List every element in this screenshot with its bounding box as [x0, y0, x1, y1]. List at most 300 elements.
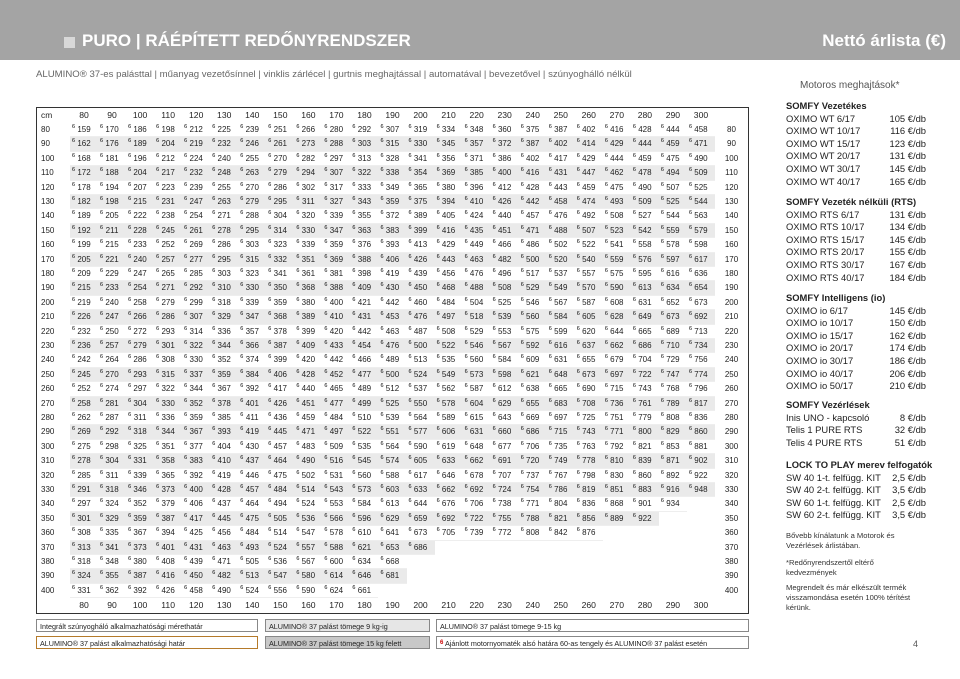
- price-cell: [210, 224, 238, 238]
- price-value: 550: [413, 398, 428, 408]
- price-value: 334: [441, 125, 456, 134]
- price-value: 772: [497, 528, 512, 538]
- width-footer: 150: [273, 600, 288, 611]
- torque-mark: 6: [604, 440, 608, 447]
- price-value: 293: [133, 369, 147, 379]
- price-value: 416: [441, 225, 456, 235]
- torque-mark: 6: [380, 527, 384, 534]
- torque-mark: 6: [408, 210, 412, 217]
- price-cell: [519, 339, 547, 353]
- torque-mark: 6: [408, 484, 412, 490]
- price-value: 318: [105, 485, 119, 494]
- price-value: 523: [610, 225, 624, 235]
- torque-mark: 6: [128, 455, 132, 462]
- price-value: 343: [357, 197, 372, 206]
- price-value: 435: [469, 225, 484, 235]
- price-value: 270: [245, 182, 259, 192]
- torque-mark: 6: [268, 354, 272, 361]
- torque-mark: 6: [156, 541, 160, 548]
- price-cell: [266, 166, 294, 180]
- price-cell: [491, 166, 519, 180]
- price-value: 374: [245, 355, 259, 365]
- price-value: 205: [77, 254, 91, 264]
- torque-mark: 6: [492, 354, 496, 361]
- torque-mark: 6: [688, 440, 693, 447]
- price-value: 457: [273, 441, 287, 451]
- price-cell: [547, 181, 575, 195]
- price-cell: [154, 224, 182, 238]
- price-value: 540: [582, 254, 596, 264]
- torque-mark: 6: [492, 498, 496, 505]
- product-price: 155 €/db: [889, 246, 926, 258]
- price-cell: [659, 483, 687, 497]
- torque-mark: 6: [100, 325, 104, 332]
- price-cell: [350, 569, 378, 583]
- price-value: 692: [441, 513, 456, 523]
- price-value: 355: [357, 211, 372, 221]
- price-cell: [519, 411, 547, 425]
- torque-mark: 6: [492, 210, 496, 217]
- price-value: 494: [666, 168, 680, 178]
- height-label: 150: [41, 225, 55, 235]
- torque-mark: 6: [156, 354, 160, 361]
- price-value: 735: [554, 441, 568, 451]
- height-label: 400: [41, 585, 55, 595]
- width-header: 240: [525, 110, 540, 120]
- price-value: 349: [385, 182, 400, 192]
- price-value: 385: [217, 413, 231, 422]
- torque-mark: 6: [380, 455, 384, 462]
- price-cell: [238, 123, 266, 137]
- price-value: 199: [77, 240, 91, 250]
- price-cell: [182, 152, 210, 166]
- price-value: 743: [582, 427, 596, 437]
- torque-mark: 6: [240, 383, 244, 390]
- torque-mark: 6: [240, 196, 244, 202]
- price-cell: [126, 411, 154, 425]
- price-cell: [266, 238, 294, 252]
- price-cell: [687, 483, 715, 497]
- torque-mark: 6: [492, 152, 496, 159]
- price-cell: [687, 310, 715, 324]
- price-cell: [547, 497, 575, 511]
- torque-mark: 6: [100, 455, 104, 462]
- price-cell: [266, 181, 294, 195]
- price-cell: [491, 123, 519, 137]
- torque-mark: 6: [156, 527, 160, 534]
- price-cell: [575, 166, 603, 180]
- price-cell: [519, 123, 547, 137]
- torque-mark: 6: [436, 282, 440, 289]
- price-cell: [238, 339, 266, 353]
- torque-mark: 6: [548, 368, 552, 375]
- torque-mark: 6: [520, 138, 524, 145]
- price-value: 336: [161, 413, 175, 422]
- torque-mark: 6: [660, 224, 664, 231]
- torque-mark: 6: [548, 527, 552, 534]
- price-cell: [322, 440, 350, 454]
- width-footer: 240: [525, 600, 540, 611]
- price-cell: [491, 483, 519, 497]
- torque-mark: 6: [100, 584, 104, 591]
- torque-mark: 6: [324, 383, 328, 390]
- price-cell: [350, 137, 378, 151]
- torque-mark: 6: [268, 340, 272, 346]
- price-value: 739: [469, 528, 484, 538]
- torque-mark: 6: [268, 239, 272, 246]
- price-value: 575: [610, 269, 624, 278]
- torque-mark: 6: [632, 210, 636, 217]
- torque-mark: 6: [464, 138, 468, 145]
- product-price: 206 €/db: [889, 367, 926, 379]
- price-cell: [435, 512, 463, 526]
- height-label-right: 230: [724, 341, 739, 350]
- torque-mark: 6: [100, 412, 104, 418]
- torque-mark: 6: [268, 181, 272, 188]
- torque-mark: 6: [408, 268, 412, 274]
- price-cell: [210, 152, 238, 166]
- torque-mark: 6: [240, 570, 244, 577]
- price-value: 587: [469, 384, 484, 394]
- torque-mark: 6: [352, 541, 356, 548]
- price-value: 240: [133, 254, 147, 264]
- price-value: 508: [497, 283, 512, 293]
- price-value: 452: [329, 369, 344, 379]
- torque-mark: 6: [156, 512, 160, 519]
- price-cell: [294, 526, 322, 540]
- price-value: 304: [133, 398, 147, 408]
- price-value: 564: [385, 441, 400, 451]
- torque-mark: 6: [548, 426, 552, 433]
- torque-mark: 6: [436, 383, 440, 390]
- price-value: 392: [245, 384, 259, 394]
- torque-mark: 6: [688, 325, 693, 332]
- price-value: 168: [77, 153, 91, 163]
- price-cell: [603, 166, 631, 180]
- torque-mark: 6: [548, 196, 552, 202]
- price-value: 324: [77, 571, 91, 581]
- torque-mark: 6: [268, 383, 272, 390]
- torque-mark: 6: [380, 196, 384, 202]
- price-value: 286: [273, 182, 287, 192]
- price-value: 673: [582, 369, 596, 379]
- torque-mark: 6: [632, 296, 636, 303]
- torque-mark: 6: [576, 354, 580, 361]
- torque-mark: 6: [324, 484, 328, 490]
- torque-mark: 6: [660, 368, 664, 375]
- price-cell: [687, 152, 715, 166]
- price-value: 416: [610, 125, 624, 134]
- price-value: 510: [357, 413, 372, 422]
- torque-mark: 6: [156, 325, 160, 332]
- price-cell: [350, 368, 378, 382]
- height-label-right: 360: [724, 528, 739, 538]
- torque-mark: 6: [464, 455, 468, 462]
- torque-mark: 6: [632, 469, 636, 476]
- price-cell: [266, 440, 294, 454]
- price-value: 788: [526, 513, 540, 523]
- side-wired-title: SOMFY Vezetékes: [786, 100, 867, 111]
- torque-mark: 6: [576, 311, 580, 318]
- price-cell: [603, 209, 631, 223]
- torque-mark: 6: [408, 397, 412, 404]
- price-value: 648: [554, 369, 568, 379]
- price-value: 330: [413, 139, 428, 149]
- product-price: 184 €/db: [889, 271, 926, 283]
- product-name: OXIMO RTS 6/17: [786, 208, 860, 220]
- price-cell: [154, 569, 182, 583]
- torque-mark: 6: [72, 181, 76, 188]
- torque-mark: 6: [268, 325, 272, 332]
- torque-mark: 6: [660, 383, 664, 390]
- price-value: 328: [385, 153, 400, 163]
- torque-mark: 6: [408, 152, 412, 159]
- torque-mark: 6: [352, 584, 356, 591]
- product-price: 165 €/db: [889, 175, 926, 187]
- torque-mark: 6: [520, 527, 524, 534]
- torque-mark: 6: [380, 152, 384, 159]
- price-value: 708: [582, 398, 596, 408]
- price-value: 362: [105, 585, 119, 595]
- torque-mark: 6: [548, 152, 552, 159]
- price-value: 301: [77, 513, 91, 523]
- price-cell: [519, 137, 547, 151]
- torque-mark: 6: [660, 253, 664, 260]
- price-value: 372: [385, 211, 400, 221]
- price-value: 796: [694, 384, 708, 394]
- legend-torque: [436, 636, 749, 649]
- price-value: 502: [554, 240, 568, 250]
- price-value: 482: [217, 571, 231, 581]
- price-value: 641: [385, 528, 400, 538]
- price-value: 389: [413, 211, 428, 221]
- price-cell: [435, 382, 463, 396]
- price-cell: [98, 281, 126, 295]
- price-value: 257: [105, 341, 119, 350]
- price-value: 405: [441, 211, 456, 221]
- torque-mark: 6: [548, 484, 552, 490]
- torque-mark: 6: [352, 196, 356, 202]
- price-cell: [407, 123, 435, 137]
- price-value: 440: [497, 211, 512, 221]
- torque-mark: 6: [632, 196, 636, 202]
- price-value: 359: [189, 413, 203, 422]
- price-cell: [378, 339, 406, 353]
- torque-mark: 6: [156, 210, 160, 217]
- torque-mark: 6: [296, 556, 300, 562]
- price-cell: [266, 382, 294, 396]
- torque-mark: 6: [632, 325, 636, 332]
- torque-mark: 6: [576, 253, 580, 260]
- torque-mark: 6: [436, 325, 440, 332]
- width-footer: 120: [189, 600, 204, 611]
- price-value: 592: [526, 341, 540, 350]
- torque-mark: 6: [128, 210, 132, 217]
- price-value: 512: [385, 384, 400, 394]
- torque-mark: 6: [604, 296, 608, 303]
- price-cell: [182, 497, 210, 511]
- torque-mark: 6: [688, 484, 693, 490]
- price-value: 617: [413, 470, 428, 480]
- price-value: 545: [357, 456, 372, 466]
- price-cell: [659, 209, 687, 223]
- price-cell: [687, 454, 715, 468]
- price-value: 725: [582, 413, 596, 422]
- width-footer: 180: [357, 600, 372, 611]
- height-label-right: 320: [724, 470, 739, 480]
- price-cell: [659, 397, 687, 411]
- torque-mark: 6: [296, 527, 300, 534]
- width-footer: 110: [161, 600, 175, 611]
- torque-mark: 6: [492, 512, 496, 519]
- price-cell: [98, 497, 126, 511]
- price-value: 311: [301, 197, 315, 206]
- width-footer: 270: [609, 600, 624, 611]
- price-cell: [98, 425, 126, 439]
- price-value: 207: [133, 182, 147, 192]
- torque-mark: 6: [632, 368, 636, 375]
- price-value: 375: [526, 125, 540, 134]
- price-value: 314: [189, 326, 203, 336]
- price-value: 704: [638, 355, 652, 365]
- torque-mark: 6: [352, 469, 356, 476]
- price-value: 457: [245, 485, 259, 494]
- torque-mark: 6: [660, 354, 664, 361]
- torque-mark: 6: [660, 498, 664, 505]
- price-value: 215: [133, 197, 147, 206]
- price-cell: [491, 224, 519, 238]
- torque-mark: 6: [380, 325, 384, 332]
- torque-mark: 6: [604, 397, 608, 404]
- price-value: 399: [273, 355, 287, 365]
- price-cell: [491, 137, 519, 151]
- torque-mark: 6: [100, 512, 104, 519]
- side-price-row: [786, 305, 926, 318]
- price-value: 444: [666, 125, 680, 134]
- price-cell: [294, 166, 322, 180]
- price-value: 336: [217, 326, 231, 336]
- torque-mark: 6: [184, 426, 188, 433]
- price-value: 357: [469, 139, 484, 149]
- price-cell: [70, 353, 98, 367]
- torque-mark: 6: [520, 440, 524, 447]
- price-value: 428: [638, 125, 652, 134]
- price-cell: [435, 296, 463, 310]
- price-cell: [126, 325, 154, 339]
- price-value: 590: [413, 441, 428, 451]
- torque-mark: 6: [268, 397, 272, 404]
- price-cell: [182, 541, 210, 555]
- torque-mark: 6: [240, 541, 244, 548]
- price-cell: [519, 238, 547, 252]
- price-value: 298: [105, 441, 119, 451]
- price-cell: [70, 469, 98, 483]
- price-value: 419: [217, 470, 231, 480]
- price-value: 252: [77, 384, 91, 394]
- price-value: 330: [301, 225, 316, 235]
- product-price: 145 €/db: [889, 162, 926, 174]
- price-cell: [182, 469, 210, 483]
- price-cell: [322, 209, 350, 223]
- price-value: 443: [441, 254, 456, 264]
- price-value: 387: [161, 513, 175, 523]
- price-cell: [266, 325, 294, 339]
- price-value: 275: [77, 441, 91, 451]
- price-value: 350: [273, 283, 287, 293]
- torque-mark: 6: [240, 484, 244, 490]
- torque-mark: 6: [212, 584, 216, 591]
- product-name: Telis 4 PURE RTS: [786, 436, 863, 448]
- torque-mark: 6: [436, 397, 440, 404]
- price-cell: [210, 353, 238, 367]
- price-cell: [294, 339, 322, 353]
- legend-weight-9-15: ALUMINO® 37 palást tömege 9-15 kg: [436, 619, 749, 632]
- price-value: 524: [273, 542, 287, 552]
- price-cell: [210, 454, 238, 468]
- torque-mark: 6: [688, 224, 693, 231]
- price-value: 250: [105, 326, 119, 336]
- price-cell: [126, 497, 154, 511]
- price-value: 408: [161, 557, 175, 566]
- torque-mark: 6: [688, 397, 693, 404]
- price-cell: [322, 253, 350, 267]
- price-value: 536: [301, 513, 316, 523]
- price-cell: [407, 325, 435, 339]
- price-value: 577: [413, 427, 428, 437]
- torque-mark: 6: [184, 296, 188, 303]
- price-value: 456: [217, 528, 231, 538]
- torque-mark: 6: [520, 224, 524, 231]
- price-cell: [266, 281, 294, 295]
- price-cell: [70, 166, 98, 180]
- price-cell: [463, 209, 491, 223]
- torque-mark: 6: [156, 440, 160, 447]
- price-value: 629: [497, 398, 512, 408]
- torque-mark: 6: [492, 469, 496, 476]
- price-value: 297: [133, 384, 147, 394]
- torque-mark: 6: [184, 397, 188, 404]
- price-cell: [70, 584, 98, 598]
- price-cell: [435, 224, 463, 238]
- price-cell: [266, 411, 294, 425]
- price-value: 393: [385, 240, 400, 250]
- torque-mark: 6: [380, 340, 384, 346]
- price-cell: [294, 411, 322, 425]
- price-cell: [238, 584, 266, 598]
- torque-mark: 6: [212, 383, 216, 390]
- price-cell: [182, 584, 210, 598]
- price-cell: [266, 137, 294, 151]
- price-cell: [266, 569, 294, 583]
- price-value: 493: [245, 542, 259, 552]
- product-name: OXIMO WT 40/17: [786, 175, 861, 187]
- product-name: SW 40 2-t. felfügg. KIT: [786, 484, 881, 496]
- price-cell: [519, 512, 547, 526]
- price-cell: [182, 281, 210, 295]
- price-value: 365: [413, 182, 428, 192]
- torque-mark: 6: [576, 239, 580, 246]
- price-cell: [70, 497, 98, 511]
- torque-mark: 6: [72, 354, 76, 361]
- price-cell: [266, 555, 294, 569]
- torque-mark: 6: [100, 138, 104, 145]
- price-cell: [126, 152, 154, 166]
- torque-mark: 6: [296, 469, 300, 476]
- price-cell: [519, 310, 547, 324]
- torque-mark: 6: [660, 124, 664, 130]
- torque-mark: 6: [72, 296, 76, 303]
- torque-mark: 6: [632, 354, 636, 361]
